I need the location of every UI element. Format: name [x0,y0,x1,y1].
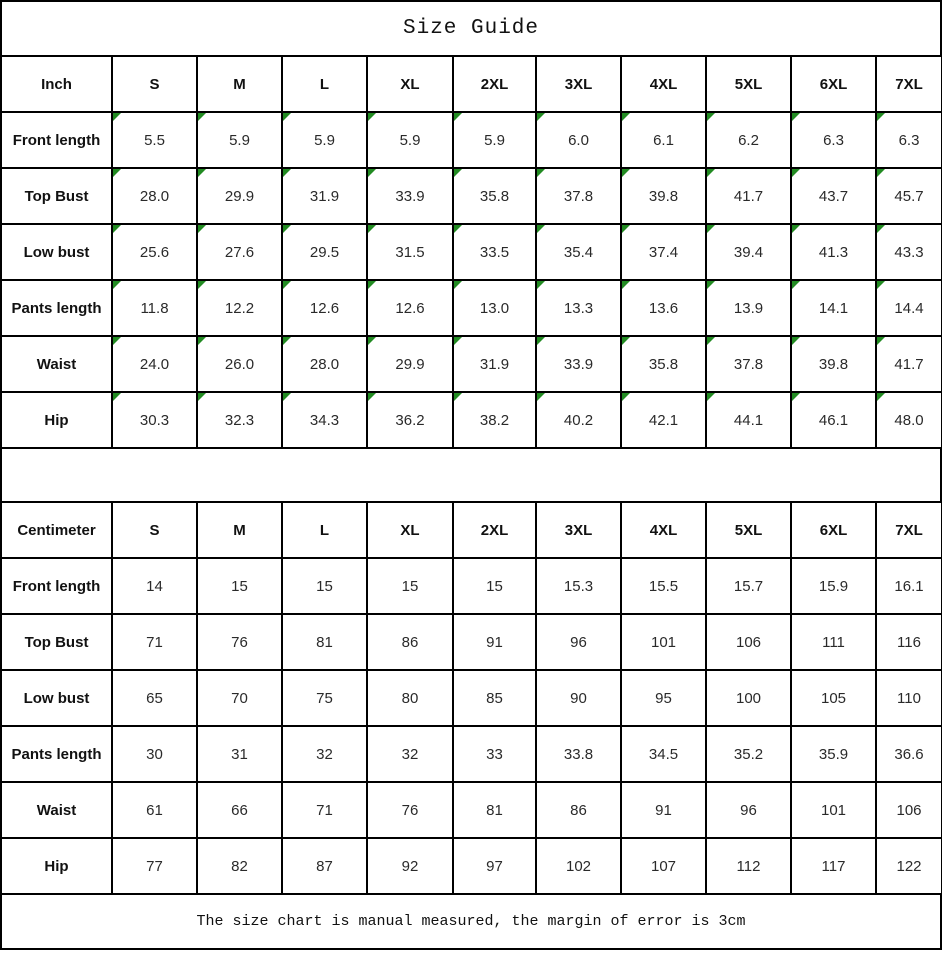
row-label-cell: Waist [1,336,112,392]
green-corner-flag-icon [622,337,630,345]
value-cell: 102 [536,838,621,894]
green-corner-flag-icon [877,113,885,121]
value-cell: 31.9 [453,336,536,392]
size-header-cell: S [112,502,197,558]
table-row [1,670,942,726]
value-cell: 13.0 [453,280,536,336]
value-cell: 41.7 [706,168,791,224]
value-cell: 16.1 [876,558,942,614]
value-cell: 97 [453,838,536,894]
value-cell: 12.6 [282,280,367,336]
value-cell: 86 [367,614,453,670]
size-header-cell: 2XL [453,56,536,112]
green-corner-flag-icon [113,113,121,121]
value-cell: 91 [453,614,536,670]
value-cell: 107 [621,838,706,894]
value-cell: 29.9 [367,336,453,392]
green-corner-flag-icon [792,113,800,121]
value-cell: 15 [453,558,536,614]
value-cell: 111 [791,614,876,670]
green-corner-flag-icon [454,113,462,121]
value-cell: 31.5 [367,224,453,280]
green-corner-flag-icon [537,393,545,401]
green-corner-flag-icon [454,169,462,177]
page-title: Size Guide [0,0,942,57]
value-cell: 28.0 [112,168,197,224]
value-cell: 15.5 [621,558,706,614]
value-cell: 91 [621,782,706,838]
value-cell: 116 [876,614,942,670]
value-cell: 35.9 [791,726,876,782]
green-corner-flag-icon [283,225,291,233]
green-corner-flag-icon [707,225,715,233]
value-cell: 5.9 [367,112,453,168]
value-cell: 27.6 [197,224,282,280]
green-corner-flag-icon [877,337,885,345]
green-corner-flag-icon [707,113,715,121]
table-row [1,168,942,224]
value-cell: 95 [621,670,706,726]
value-cell: 5.5 [112,112,197,168]
value-cell: 100 [706,670,791,726]
table-row [1,726,942,782]
green-corner-flag-icon [792,225,800,233]
value-cell: 35.2 [706,726,791,782]
size-header-cell: 6XL [791,502,876,558]
value-cell: 106 [706,614,791,670]
value-cell: 82 [197,838,282,894]
value-cell: 41.7 [876,336,942,392]
value-cell: 36.6 [876,726,942,782]
value-cell: 101 [791,782,876,838]
value-cell: 33 [453,726,536,782]
value-cell: 37.4 [621,224,706,280]
value-cell: 14 [112,558,197,614]
value-cell: 71 [282,782,367,838]
value-cell: 85 [453,670,536,726]
size-header-cell: 4XL [621,502,706,558]
value-cell: 45.7 [876,168,942,224]
value-cell: 15 [367,558,453,614]
table-row [1,336,942,392]
value-cell: 112 [706,838,791,894]
green-corner-flag-icon [113,281,121,289]
size-header-cell: L [282,502,367,558]
green-corner-flag-icon [622,281,630,289]
green-corner-flag-icon [113,225,121,233]
table-row [1,838,942,894]
row-label-cell: Low bust [1,224,112,280]
green-corner-flag-icon [283,393,291,401]
table-row [1,392,942,448]
value-cell: 35.4 [536,224,621,280]
value-cell: 71 [112,614,197,670]
value-cell: 77 [112,838,197,894]
row-label-cell: Hip [1,392,112,448]
table-row [1,280,942,336]
table-spacer [0,447,942,503]
green-corner-flag-icon [368,113,376,121]
green-corner-flag-icon [877,225,885,233]
value-cell: 13.3 [536,280,621,336]
row-label-cell: Front length [1,112,112,168]
value-cell: 6.2 [706,112,791,168]
green-corner-flag-icon [707,169,715,177]
value-cell: 28.0 [282,336,367,392]
value-cell: 81 [282,614,367,670]
row-label-cell: Hip [1,838,112,894]
value-cell: 13.9 [706,280,791,336]
value-cell: 15 [282,558,367,614]
green-corner-flag-icon [368,337,376,345]
footer-note: The size chart is manual measured, the margin of error is 3cm [0,893,942,950]
size-header-cell: 5XL [706,502,791,558]
value-cell: 6.3 [791,112,876,168]
value-cell: 81 [453,782,536,838]
value-cell: 40.2 [536,392,621,448]
value-cell: 32 [367,726,453,782]
green-corner-flag-icon [792,393,800,401]
value-cell: 70 [197,670,282,726]
value-cell: 66 [197,782,282,838]
row-label-cell: Top Bust [1,168,112,224]
green-corner-flag-icon [283,113,291,121]
value-cell: 76 [197,614,282,670]
green-corner-flag-icon [537,337,545,345]
green-corner-flag-icon [707,281,715,289]
header-row [1,56,942,112]
size-header-cell: 2XL [453,502,536,558]
value-cell: 15.3 [536,558,621,614]
value-cell: 35.8 [453,168,536,224]
green-corner-flag-icon [454,393,462,401]
row-label-cell: Low bust [1,670,112,726]
centimeter-size-table [0,501,942,895]
value-cell: 32 [282,726,367,782]
value-cell: 33.5 [453,224,536,280]
value-cell: 24.0 [112,336,197,392]
value-cell: 34.3 [282,392,367,448]
value-cell: 38.2 [453,392,536,448]
value-cell: 12.6 [367,280,453,336]
inch-size-table [0,55,942,449]
value-cell: 96 [706,782,791,838]
green-corner-flag-icon [368,169,376,177]
value-cell: 106 [876,782,942,838]
value-cell: 32.3 [197,392,282,448]
green-corner-flag-icon [707,337,715,345]
value-cell: 11.8 [112,280,197,336]
green-corner-flag-icon [877,281,885,289]
value-cell: 44.1 [706,392,791,448]
green-corner-flag-icon [368,393,376,401]
value-cell: 110 [876,670,942,726]
value-cell: 29.9 [197,168,282,224]
value-cell: 6.1 [621,112,706,168]
green-corner-flag-icon [283,281,291,289]
size-header-cell: 6XL [791,56,876,112]
green-corner-flag-icon [198,393,206,401]
value-cell: 31.9 [282,168,367,224]
green-corner-flag-icon [198,113,206,121]
value-cell: 92 [367,838,453,894]
row-label-cell: Top Bust [1,614,112,670]
value-cell: 48.0 [876,392,942,448]
green-corner-flag-icon [198,225,206,233]
table-row [1,614,942,670]
green-corner-flag-icon [622,225,630,233]
value-cell: 76 [367,782,453,838]
value-cell: 13.6 [621,280,706,336]
green-corner-flag-icon [368,281,376,289]
value-cell: 31 [197,726,282,782]
green-corner-flag-icon [283,169,291,177]
size-header-cell: 3XL [536,502,621,558]
value-cell: 39.8 [791,336,876,392]
size-header-cell: XL [367,502,453,558]
value-cell: 5.9 [453,112,536,168]
green-corner-flag-icon [792,169,800,177]
size-header-cell: L [282,56,367,112]
value-cell: 41.3 [791,224,876,280]
unit-header-cell: Inch [1,56,112,112]
value-cell: 80 [367,670,453,726]
green-corner-flag-icon [707,393,715,401]
table-row [1,112,942,168]
row-label-cell: Pants length [1,726,112,782]
value-cell: 12.2 [197,280,282,336]
green-corner-flag-icon [622,393,630,401]
value-cell: 61 [112,782,197,838]
value-cell: 101 [621,614,706,670]
value-cell: 39.4 [706,224,791,280]
value-cell: 25.6 [112,224,197,280]
green-corner-flag-icon [622,169,630,177]
value-cell: 30 [112,726,197,782]
green-corner-flag-icon [454,337,462,345]
green-corner-flag-icon [113,169,121,177]
green-corner-flag-icon [537,225,545,233]
value-cell: 6.3 [876,112,942,168]
green-corner-flag-icon [283,337,291,345]
table-row [1,782,942,838]
header-row [1,502,942,558]
green-corner-flag-icon [537,113,545,121]
value-cell: 42.1 [621,392,706,448]
size-header-cell: S [112,56,197,112]
green-corner-flag-icon [877,169,885,177]
green-corner-flag-icon [877,393,885,401]
value-cell: 96 [536,614,621,670]
value-cell: 29.5 [282,224,367,280]
green-corner-flag-icon [198,169,206,177]
row-label-cell: Waist [1,782,112,838]
value-cell: 14.1 [791,280,876,336]
value-cell: 43.3 [876,224,942,280]
value-cell: 43.7 [791,168,876,224]
value-cell: 15 [197,558,282,614]
value-cell: 37.8 [706,336,791,392]
value-cell: 105 [791,670,876,726]
value-cell: 36.2 [367,392,453,448]
row-label-cell: Front length [1,558,112,614]
size-header-cell: 3XL [536,56,621,112]
green-corner-flag-icon [537,169,545,177]
value-cell: 37.8 [536,168,621,224]
size-header-cell: 5XL [706,56,791,112]
table-row [1,558,942,614]
value-cell: 90 [536,670,621,726]
size-header-cell: 7XL [876,56,942,112]
value-cell: 39.8 [621,168,706,224]
value-cell: 87 [282,838,367,894]
value-cell: 117 [791,838,876,894]
value-cell: 86 [536,782,621,838]
green-corner-flag-icon [198,337,206,345]
value-cell: 15.9 [791,558,876,614]
green-corner-flag-icon [113,393,121,401]
green-corner-flag-icon [792,337,800,345]
value-cell: 6.0 [536,112,621,168]
value-cell: 26.0 [197,336,282,392]
value-cell: 30.3 [112,392,197,448]
green-corner-flag-icon [454,225,462,233]
unit-header-cell: Centimeter [1,502,112,558]
size-header-cell: M [197,56,282,112]
value-cell: 35.8 [621,336,706,392]
value-cell: 5.9 [197,112,282,168]
size-header-cell: XL [367,56,453,112]
green-corner-flag-icon [368,225,376,233]
value-cell: 14.4 [876,280,942,336]
value-cell: 75 [282,670,367,726]
value-cell: 5.9 [282,112,367,168]
size-header-cell: M [197,502,282,558]
value-cell: 122 [876,838,942,894]
value-cell: 46.1 [791,392,876,448]
green-corner-flag-icon [198,281,206,289]
green-corner-flag-icon [454,281,462,289]
value-cell: 15.7 [706,558,791,614]
green-corner-flag-icon [792,281,800,289]
value-cell: 33.9 [536,336,621,392]
size-header-cell: 7XL [876,502,942,558]
table-row [1,224,942,280]
value-cell: 33.8 [536,726,621,782]
value-cell: 34.5 [621,726,706,782]
green-corner-flag-icon [537,281,545,289]
value-cell: 65 [112,670,197,726]
value-cell: 33.9 [367,168,453,224]
green-corner-flag-icon [622,113,630,121]
green-corner-flag-icon [113,337,121,345]
row-label-cell: Pants length [1,280,112,336]
size-header-cell: 4XL [621,56,706,112]
